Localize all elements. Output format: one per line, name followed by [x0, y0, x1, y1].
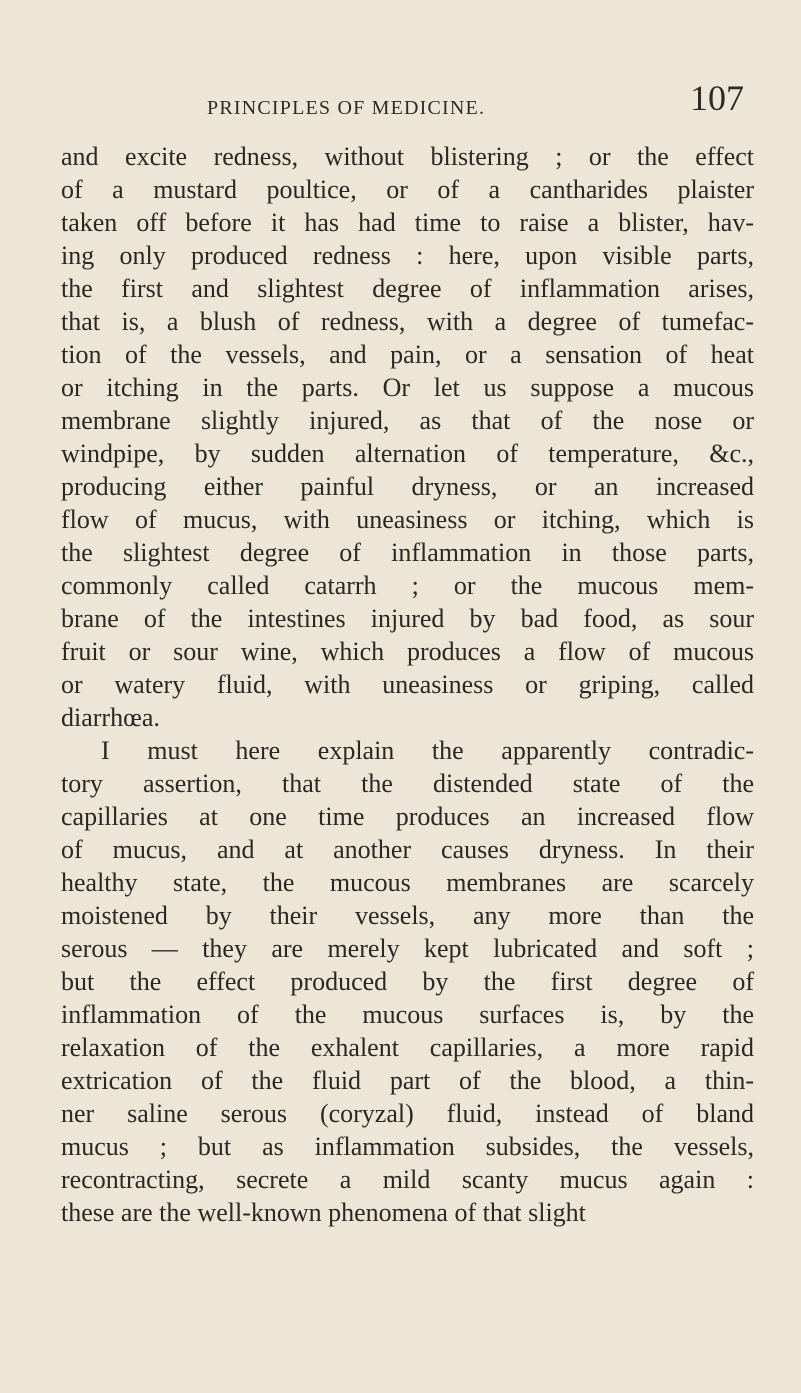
text-line: the first and slightest degree of inflammation arises,: [61, 274, 754, 303]
text-line: brane of the intestines injured by bad food, as sour: [61, 604, 754, 633]
text-line: taken off before it has had time to raise a blister, hav-: [61, 208, 754, 237]
text-line: tion of the vessels, and pain, or a sensation of heat: [61, 340, 754, 369]
text-line: and excite redness, without blistering ; or the effect: [61, 142, 754, 171]
text-line: ner saline serous (coryzal) fluid, instead of bland: [61, 1099, 754, 1128]
text-line: these are the well-known phenomena of that slight: [61, 1198, 586, 1227]
text-line: recontracting, secrete a mild scanty mucus again :: [61, 1165, 754, 1194]
text-line: fruit or sour wine, which produces a flow of mucous: [61, 637, 754, 666]
paragraph-2: [61, 734, 754, 1229]
text-line: commonly called catarrh ; or the mucous mem-: [61, 571, 754, 600]
text-line: extrication of the fluid part of the blood, a thin-: [61, 1066, 754, 1095]
text-line: that is, a blush of redness, with a degree of tumefac-: [61, 307, 754, 336]
text-line: or itching in the parts. Or let us suppose a mucous: [61, 373, 754, 402]
text-line: serous — they are merely kept lubricated and soft ;: [61, 934, 754, 963]
text-line: but the effect produced by the first degree of: [61, 967, 754, 996]
text-line: capillaries at one time produces an increased flow: [61, 802, 754, 831]
text-line: relaxation of the exhalent capillaries, a more rapid: [61, 1033, 754, 1062]
text-line: mucus ; but as inflammation subsides, the vessels,: [61, 1132, 754, 1161]
text-line: ing only produced redness : here, upon visible parts,: [61, 241, 754, 270]
body-text: [61, 140, 754, 1229]
text-line: I must here explain the apparently contradic-: [101, 736, 754, 765]
text-line: or watery fluid, with uneasiness or griping, called: [61, 670, 754, 699]
text-line: windpipe, by sudden alternation of temperature, &c.,: [61, 439, 754, 468]
page-number: 107: [690, 78, 744, 118]
text-line: inflammation of the mucous surfaces is, by the: [61, 1000, 754, 1029]
text-line: the slightest degree of inflammation in those parts,: [61, 538, 754, 567]
text-line: producing either painful dryness, or an increased: [61, 472, 754, 501]
running-head: [61, 0, 754, 140]
text-line: of mucus, and at another causes dryness. In their: [61, 835, 754, 864]
text-line: membrane slightly injured, as that of the nose or: [61, 406, 754, 435]
text-line: of a mustard poultice, or of a cantharides plaister: [61, 175, 754, 204]
text-line: tory assertion, that the distended state of the: [61, 769, 754, 798]
running-title: PRINCIPLES OF MEDICINE.: [207, 97, 486, 119]
text-line: flow of mucus, with uneasiness or itching, which is: [61, 505, 754, 534]
text-line: moistened by their vessels, any more than the: [61, 901, 754, 930]
paragraph-1: [61, 140, 754, 734]
text-line: diarrhœa.: [61, 703, 160, 732]
text-line: healthy state, the mucous membranes are scarcely: [61, 868, 754, 897]
